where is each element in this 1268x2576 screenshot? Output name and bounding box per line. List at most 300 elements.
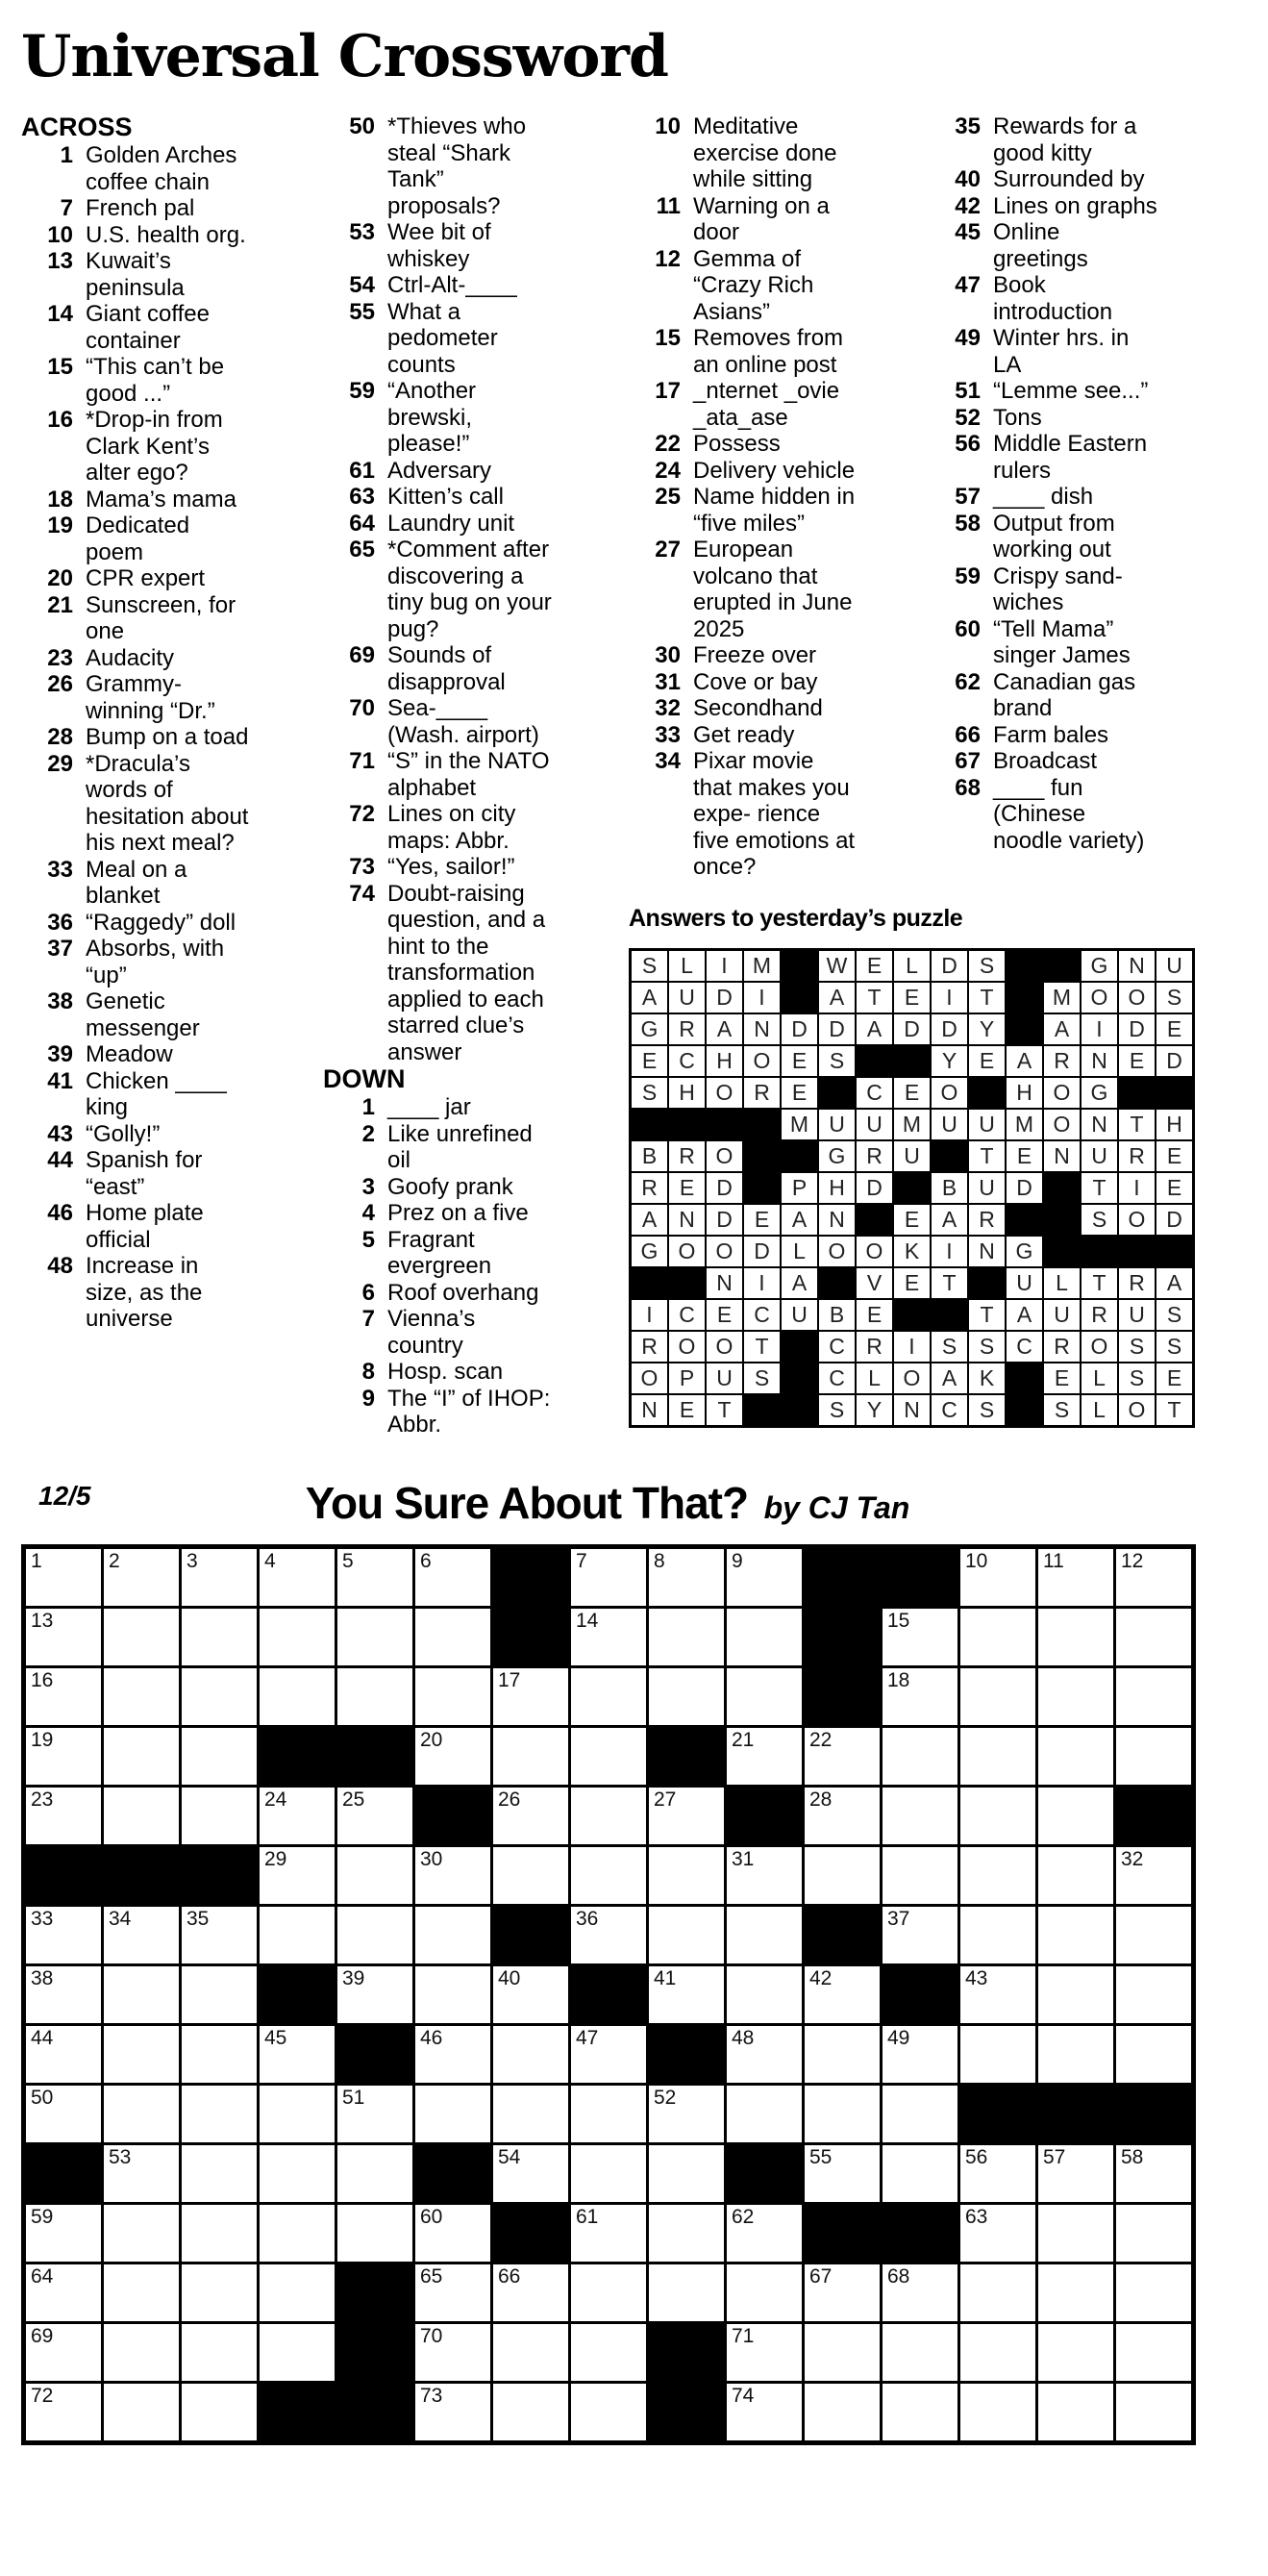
grid-cell[interactable] (26, 1668, 101, 1725)
grid-cell[interactable] (415, 1847, 490, 1904)
grid-cell[interactable] (960, 1668, 1035, 1725)
grid-cell[interactable] (1038, 1609, 1113, 1665)
grid-cell-black (104, 1847, 179, 1904)
clue-number: 63 (349, 484, 375, 510)
answer-cell: N (1119, 951, 1155, 981)
answer-cell-black (782, 1395, 817, 1425)
grid-cell[interactable] (182, 1609, 257, 1665)
answer-cell: U (857, 1110, 892, 1139)
clue-number: 22 (655, 431, 681, 457)
grid-cell[interactable] (571, 2324, 646, 2381)
grid-cell[interactable] (26, 1549, 101, 1606)
clue-item (21, 936, 313, 988)
grid-cell[interactable] (883, 1847, 957, 1904)
grid-cell[interactable] (182, 1549, 257, 1606)
grid-cell[interactable] (493, 2086, 568, 2142)
answer-cell: U (782, 1300, 817, 1330)
grid-cell[interactable] (649, 1966, 724, 2023)
grid-cell[interactable] (337, 1668, 412, 1725)
answer-cell: U (969, 1173, 1005, 1203)
grid-cell[interactable] (883, 1907, 957, 1963)
clue-text: “Golly!” (86, 1120, 161, 1147)
grid-cell[interactable] (182, 2086, 257, 2142)
answer-cell: O (932, 1078, 967, 1108)
clue-item (929, 325, 1236, 378)
grid-cell[interactable] (649, 1549, 724, 1606)
grid-cell-black (805, 1668, 880, 1725)
grid-cell[interactable] (883, 2026, 957, 2083)
answer-cell: D (1156, 1046, 1192, 1076)
clue-text: *Dracula’s words of hesitation about his next meal? (86, 750, 249, 856)
grid-cell[interactable] (104, 1668, 179, 1725)
clue-number: 8 (361, 1359, 375, 1385)
grid-cell[interactable] (883, 2145, 957, 2202)
clue-item (21, 671, 313, 724)
grid-cell[interactable] (182, 2324, 257, 2381)
answer-cell: R (1044, 1332, 1080, 1362)
clues-section (21, 113, 1268, 1438)
grid-cell[interactable] (26, 1728, 101, 1785)
grid-cell[interactable] (26, 1609, 101, 1665)
grid-cell[interactable] (960, 1907, 1035, 1963)
grid-cell[interactable] (182, 1907, 257, 1963)
grid-cell[interactable] (260, 1907, 335, 1963)
grid-cell[interactable] (26, 2324, 101, 2381)
grid-cell[interactable] (960, 1549, 1035, 1606)
grid-cell[interactable] (649, 1907, 724, 1963)
grid-cell[interactable] (104, 2145, 179, 2202)
clue-item (323, 881, 619, 1066)
clue-number: 6 (361, 1279, 375, 1306)
clue-item (323, 484, 619, 511)
grid-cell[interactable] (337, 1907, 412, 1963)
grid-cell[interactable] (415, 1549, 490, 1606)
cell-number: 6 (420, 1549, 432, 1572)
grid-cell[interactable] (649, 2264, 724, 2321)
answer-cell: O (1119, 1205, 1155, 1235)
grid-cell[interactable] (1038, 1847, 1113, 1904)
cell-number: 25 (342, 1788, 365, 1811)
clue-item (629, 113, 919, 193)
grid-cell[interactable] (493, 2145, 568, 2202)
grid-cell[interactable] (104, 1788, 179, 1844)
grid-cell[interactable] (1116, 1728, 1191, 1785)
grid-cell[interactable] (337, 1966, 412, 2023)
cell-number: 62 (732, 2205, 755, 2228)
clue-text: Mama’s mama (86, 486, 236, 513)
grid-cell[interactable] (960, 1609, 1035, 1665)
grid-cell[interactable] (1116, 1907, 1191, 1963)
grid-cell[interactable] (493, 2264, 568, 2321)
grid-cell[interactable] (493, 2384, 568, 2440)
grid-cell[interactable] (883, 1609, 957, 1665)
answer-cell: O (707, 1237, 742, 1266)
grid-cell[interactable] (571, 1668, 646, 1725)
cell-number: 10 (965, 1549, 988, 1572)
grid-cell[interactable] (260, 2324, 335, 2381)
grid-cell[interactable] (493, 2026, 568, 2083)
grid-cell[interactable] (1116, 1668, 1191, 1725)
answer-cell: A (1156, 1268, 1192, 1298)
clue-item (21, 565, 313, 592)
grid-cell[interactable] (571, 2264, 646, 2321)
grid-cell[interactable] (415, 1907, 490, 1963)
answer-cell-black (1119, 1237, 1155, 1266)
grid-cell[interactable] (104, 2264, 179, 2321)
grid-cell[interactable] (571, 1549, 646, 1606)
grid-cell[interactable] (1116, 1549, 1191, 1606)
cell-number: 53 (109, 2145, 132, 2168)
grid-cell[interactable] (649, 1668, 724, 1725)
clue-text: Kitten’s call (387, 484, 504, 510)
grid-cell[interactable] (182, 2384, 257, 2440)
grid-cell[interactable] (182, 1966, 257, 2023)
grid-cell[interactable] (182, 1728, 257, 1785)
grid-cell[interactable] (415, 2086, 490, 2142)
grid-cell[interactable] (337, 2086, 412, 2142)
grid-cell[interactable] (337, 1847, 412, 1904)
grid-cell[interactable] (727, 2026, 802, 2083)
grid-cell[interactable] (104, 1609, 179, 1665)
answer-cell: E (1007, 1141, 1042, 1171)
grid-cell[interactable] (1038, 2384, 1113, 2440)
grid-cell[interactable] (415, 1609, 490, 1665)
grid-cell[interactable] (883, 2264, 957, 2321)
grid-cell[interactable] (1038, 2205, 1113, 2262)
grid-cell[interactable] (1038, 2264, 1113, 2321)
grid-cell[interactable] (727, 1966, 802, 2023)
clue-item (929, 405, 1236, 432)
grid-cell[interactable] (727, 2086, 802, 2142)
grid-cell[interactable] (727, 1847, 802, 1904)
answer-cell: G (819, 1141, 855, 1171)
grid-cell[interactable] (649, 1788, 724, 1844)
grid-cell[interactable] (571, 1609, 646, 1665)
grid-cell[interactable] (260, 1668, 335, 1725)
grid-cell[interactable] (260, 1549, 335, 1606)
grid-cell[interactable] (1038, 1788, 1113, 1844)
grid-cell[interactable] (727, 2384, 802, 2440)
clue-item (323, 1359, 619, 1386)
grid-cell[interactable] (104, 2205, 179, 2262)
clue-item (629, 722, 919, 749)
clue-item (323, 1386, 619, 1438)
grid-cell[interactable] (260, 2026, 335, 2083)
grid-cell[interactable] (805, 2086, 880, 2142)
grid-cell[interactable] (1038, 2026, 1113, 2083)
grid-cell[interactable] (883, 1668, 957, 1725)
clue-number: 46 (47, 1200, 73, 1226)
clue-item (629, 431, 919, 458)
grid-cell[interactable] (727, 2205, 802, 2262)
clue-number: 32 (655, 695, 681, 721)
grid-cell[interactable] (960, 1788, 1035, 1844)
answer-cell: T (969, 1141, 1005, 1171)
grid-cell[interactable] (182, 2145, 257, 2202)
grid-cell[interactable] (960, 1728, 1035, 1785)
grid-cell[interactable] (493, 1966, 568, 2023)
grid-cell[interactable] (805, 2264, 880, 2321)
answer-cell: V (857, 1268, 892, 1298)
cell-number: 15 (887, 1609, 910, 1632)
grid-cell[interactable] (26, 1788, 101, 1844)
grid-cell[interactable] (727, 1668, 802, 1725)
grid-cell[interactable] (415, 1728, 490, 1785)
grid-cell[interactable] (1038, 1907, 1113, 1963)
grid-cell[interactable] (337, 2145, 412, 2202)
cell-number: 55 (809, 2145, 833, 2168)
clue-number: 23 (47, 644, 73, 671)
clue-item (629, 484, 919, 537)
cell-number: 68 (887, 2264, 910, 2288)
grid-cell-black (260, 1728, 335, 1785)
grid-cell[interactable] (1116, 2324, 1191, 2381)
answer-cell-black (744, 1173, 780, 1203)
grid-cell[interactable] (337, 1788, 412, 1844)
grid-cell[interactable] (649, 1609, 724, 1665)
answer-cell: D (1007, 1173, 1042, 1203)
grid-cell[interactable] (727, 2264, 802, 2321)
grid-cell[interactable] (805, 1788, 880, 1844)
grid-cell[interactable] (104, 2384, 179, 2440)
grid-cell[interactable] (260, 2264, 335, 2321)
grid-cell[interactable] (1038, 1728, 1113, 1785)
grid-cell[interactable] (182, 2026, 257, 2083)
grid-cell[interactable] (337, 2205, 412, 2262)
answer-cell: E (1119, 1046, 1155, 1076)
grid-cell[interactable] (883, 1728, 957, 1785)
grid-cell[interactable] (493, 2324, 568, 2381)
grid-cell-black (883, 1966, 957, 2023)
clue-item (323, 1174, 619, 1201)
clue-text: Giant coffee container (86, 301, 210, 354)
clue-item (323, 801, 619, 854)
grid-cell-black (26, 1847, 101, 1904)
grid-cell-black (649, 2026, 724, 2083)
grid-cell[interactable] (26, 2086, 101, 2142)
grid-cell[interactable] (960, 2145, 1035, 2202)
grid-cell[interactable] (1038, 2145, 1113, 2202)
answer-cell: H (1007, 1078, 1042, 1108)
grid-cell[interactable] (415, 1668, 490, 1725)
grid-cell[interactable] (960, 2205, 1035, 2262)
grid-cell[interactable] (883, 1788, 957, 1844)
clue-number: 56 (955, 431, 981, 457)
clue-number: 47 (955, 272, 981, 298)
clue-item (21, 142, 313, 195)
grid-cell[interactable] (260, 1609, 335, 1665)
grid-cell[interactable] (493, 1668, 568, 1725)
clue-number: 64 (349, 510, 375, 537)
grid-cell[interactable] (805, 1728, 880, 1785)
grid-cell[interactable] (571, 1847, 646, 1904)
grid-cell[interactable] (1116, 1609, 1191, 1665)
grid-cell[interactable] (727, 2324, 802, 2381)
clue-text: Farm bales (993, 721, 1109, 748)
grid-cell[interactable] (260, 2145, 335, 2202)
answer-cell-black (707, 1110, 742, 1139)
grid-cell[interactable] (26, 1966, 101, 2023)
cell-number: 13 (31, 1609, 54, 1632)
grid-cell[interactable] (960, 1966, 1035, 2023)
answer-cell-black (782, 1332, 817, 1362)
cell-number: 36 (576, 1907, 599, 1930)
answer-cell: M (894, 1110, 930, 1139)
grid-cell[interactable] (1116, 2145, 1191, 2202)
answer-cell: W (819, 951, 855, 981)
grid-cell[interactable] (1116, 2384, 1191, 2440)
grid-cell[interactable] (415, 2324, 490, 2381)
grid-cell[interactable] (571, 2026, 646, 2083)
answer-cell: I (744, 983, 780, 1013)
grid-cell[interactable] (260, 1847, 335, 1904)
clue-number: 35 (955, 113, 981, 139)
grid-cell[interactable] (337, 1549, 412, 1606)
answer-cell: T (1119, 1110, 1155, 1139)
grid-cell[interactable] (1038, 1549, 1113, 1606)
grid-cell[interactable] (182, 2205, 257, 2262)
grid-cell[interactable] (104, 1966, 179, 2023)
grid-cell[interactable] (415, 1966, 490, 2023)
down-header: DOWN (323, 1064, 406, 1093)
grid-cell[interactable] (493, 1728, 568, 1785)
grid-cell[interactable] (26, 1907, 101, 1963)
grid-cell[interactable] (493, 1847, 568, 1904)
answer-cell: A (632, 1205, 667, 1235)
grid-cell[interactable] (182, 1788, 257, 1844)
clue-item (629, 458, 919, 485)
grid-cell[interactable] (260, 2086, 335, 2142)
grid-cell[interactable] (960, 1847, 1035, 1904)
grid-cell[interactable] (727, 1728, 802, 1785)
grid-cell[interactable] (571, 1728, 646, 1785)
grid-cell[interactable] (415, 2026, 490, 2083)
grid-cell[interactable] (883, 2324, 957, 2381)
grid-cell[interactable] (727, 1549, 802, 1606)
answer-cell: D (707, 1173, 742, 1203)
cell-number: 73 (420, 2384, 443, 2407)
grid-cell[interactable] (571, 2384, 646, 2440)
answer-cell: I (1082, 1014, 1117, 1044)
grid-cell[interactable] (260, 2205, 335, 2262)
grid-cell[interactable] (1116, 2026, 1191, 2083)
clue-item (21, 1147, 313, 1200)
answer-cell-black (632, 1110, 667, 1139)
grid-cell[interactable] (337, 1609, 412, 1665)
clue-number: 52 (955, 404, 981, 431)
grid-cell[interactable] (649, 2086, 724, 2142)
grid-cell[interactable] (104, 1728, 179, 1785)
answer-cell: E (632, 1046, 667, 1076)
cell-number: 56 (965, 2145, 988, 2168)
grid-cell[interactable] (805, 1847, 880, 1904)
grid-cell[interactable] (104, 2026, 179, 2083)
grid-cell[interactable] (26, 2205, 101, 2262)
clue-number: 9 (361, 1385, 375, 1412)
grid-cell[interactable] (1116, 1847, 1191, 1904)
answer-cell-black (1007, 1395, 1042, 1425)
grid-cell[interactable] (960, 2324, 1035, 2381)
grid-cell[interactable] (883, 2384, 957, 2440)
grid-cell[interactable] (104, 1907, 179, 1963)
answer-cell: S (744, 1363, 780, 1393)
answer-cell: O (1119, 983, 1155, 1013)
answer-cell: S (969, 951, 1005, 981)
grid-cell[interactable] (571, 2145, 646, 2202)
grid-cell[interactable] (649, 1847, 724, 1904)
answer-cell: O (894, 1363, 930, 1393)
puzzle-title-wrap (21, 1475, 1194, 1529)
grid-cell[interactable] (415, 2264, 490, 2321)
grid-cell[interactable] (1116, 2264, 1191, 2321)
grid-cell[interactable] (1116, 1966, 1191, 2023)
grid-cell[interactable] (571, 2205, 646, 2262)
grid-cell[interactable] (493, 1788, 568, 1844)
grid-cell[interactable] (571, 1788, 646, 1844)
grid-cell[interactable] (727, 1907, 802, 1963)
answer-cell: C (932, 1395, 967, 1425)
clue-text: Broadcast (993, 748, 1098, 774)
clue-text: Goofy prank (387, 1173, 513, 1200)
clue-text: _nternet _ovie _ata_ase (693, 378, 840, 431)
grid-cell[interactable] (26, 2384, 101, 2440)
grid-cell[interactable] (415, 2205, 490, 2262)
grid-cell[interactable] (960, 2264, 1035, 2321)
grid-cell[interactable] (805, 2145, 880, 2202)
grid-cell[interactable] (415, 2384, 490, 2440)
grid-cell[interactable] (104, 1549, 179, 1606)
clue-item (323, 1200, 619, 1227)
grid-cell[interactable] (1038, 2324, 1113, 2381)
answer-cell: S (1119, 1363, 1155, 1393)
clue-number: 37 (47, 936, 73, 962)
grid-cell[interactable] (805, 2324, 880, 2381)
grid-cell-black (727, 1788, 802, 1844)
grid-cell[interactable] (571, 2086, 646, 2142)
grid-cell[interactable] (26, 2264, 101, 2321)
clue-number: 7 (361, 1306, 375, 1332)
answer-cell: I (1119, 1173, 1155, 1203)
answer-cell: N (744, 1014, 780, 1044)
answer-cell: B (932, 1173, 967, 1203)
grid-cell[interactable] (883, 2086, 957, 2142)
grid-cell[interactable] (649, 2205, 724, 2262)
grid-cell[interactable] (805, 2026, 880, 2083)
grid-cell[interactable] (1116, 2205, 1191, 2262)
grid-cell[interactable] (727, 1609, 802, 1665)
grid-cell[interactable] (1038, 1966, 1113, 2023)
grid-cell[interactable] (571, 1907, 646, 1963)
clue-text: Hosp. scan (387, 1359, 504, 1385)
clue-text: Winter hrs. in LA (993, 325, 1130, 378)
grid-cell[interactable] (104, 2086, 179, 2142)
grid-cell[interactable] (805, 1966, 880, 2023)
clue-number: 19 (47, 513, 73, 538)
grid-cell[interactable] (260, 1788, 335, 1844)
grid-cell[interactable] (1038, 1668, 1113, 1725)
cell-number: 70 (420, 2324, 443, 2347)
grid-cell[interactable] (182, 1668, 257, 1725)
cell-number: 54 (498, 2145, 521, 2168)
grid-cell[interactable] (960, 2384, 1035, 2440)
grid-cell[interactable] (649, 2145, 724, 2202)
grid-cell[interactable] (182, 2264, 257, 2321)
grid-cell[interactable] (960, 2026, 1035, 2083)
answer-cell: D (1156, 1205, 1192, 1235)
grid-cell[interactable] (805, 2384, 880, 2440)
grid-cell[interactable] (26, 2026, 101, 2083)
grid-cell[interactable] (104, 2324, 179, 2381)
